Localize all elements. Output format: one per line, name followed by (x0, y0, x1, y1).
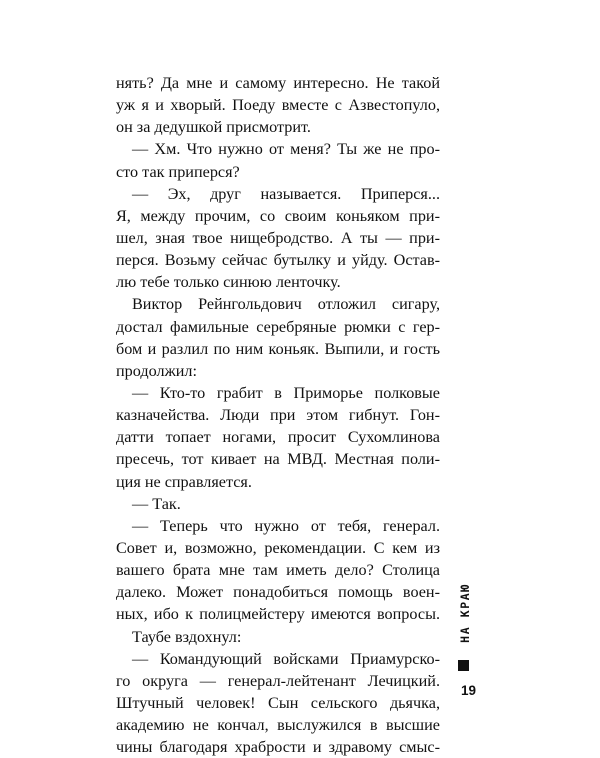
section-marker (458, 660, 469, 671)
text-line: продолжил: (116, 361, 198, 380)
text-line: — Командующий войсками Приамурско- (132, 649, 440, 668)
text-line: бом и разлил по ним коньяк. Выпили, и гость (116, 339, 440, 358)
text-line: — Эх, друг называется. Приперся... (132, 184, 440, 203)
running-head-text: НА КРАЮ (458, 583, 472, 643)
text-line: академию не кончал, выслужился в высшие (116, 716, 440, 735)
text-line: сто так приперся? (116, 162, 240, 181)
text-line: пресечь, тот кивает на МВД. Местная поли- (116, 450, 440, 469)
text-line: ных, ибо к полицмейстеру имеются вопросы. (116, 605, 440, 624)
text-line: лю тебе только синюю ленточку. (116, 273, 341, 292)
text-line: Совет и, возможно, рекомендации. С кем из (116, 538, 440, 557)
body-text (116, 72, 440, 758)
text-line: казначейства. Люди при этом гибнут. Гон- (116, 406, 440, 425)
text-line: — Кто-то грабит в Приморье полковые (132, 383, 440, 402)
text-line: го округа — генерал-лейтенант Лечицкий. (116, 671, 440, 690)
text-line: — Теперь что нужно от тебя, генерал. (132, 516, 440, 535)
text-line: перся. Возьму сейчас бутылку и уйду. Остав- (116, 251, 440, 270)
text-line: Таубе вздохнул: (132, 627, 242, 646)
text-line: нять? Да мне и самому интересно. Не такой (116, 74, 440, 92)
text-line: уж я и хворый. Поеду вместе с Азвестопуло, (116, 96, 440, 115)
text-line: Штучный человек! Сын сельского дьячка, (116, 693, 440, 712)
text-line: — Так. (132, 494, 181, 513)
text-line: Виктор Рейнгольдович отложил сигару, (132, 295, 440, 314)
text-line: датти топает ногами, просит Сухомлинова (116, 428, 440, 447)
text-line: — Хм. Что нужно от меня? Ты же не про- (132, 140, 440, 159)
text-line: ция не справляется. (116, 472, 252, 491)
text-line: достал фамильные серебряные рюмки с гер- (116, 317, 440, 336)
text-line: вашего брата мне там иметь дело? Столица (116, 561, 440, 580)
text-line: Я, между прочим, со своим коньяком при- (116, 206, 440, 225)
page-number: 19 (460, 683, 476, 698)
text-line: шел, зная твое нищебродство. А ты — при- (116, 228, 440, 247)
text-line: далеко. Может понадобиться помощь воен- (116, 583, 440, 602)
text-line: он за дедушкой присмотрит. (116, 118, 311, 137)
text-line: чины благодаря храбрости и здравому смыс- (116, 738, 440, 757)
running-head (457, 572, 473, 654)
